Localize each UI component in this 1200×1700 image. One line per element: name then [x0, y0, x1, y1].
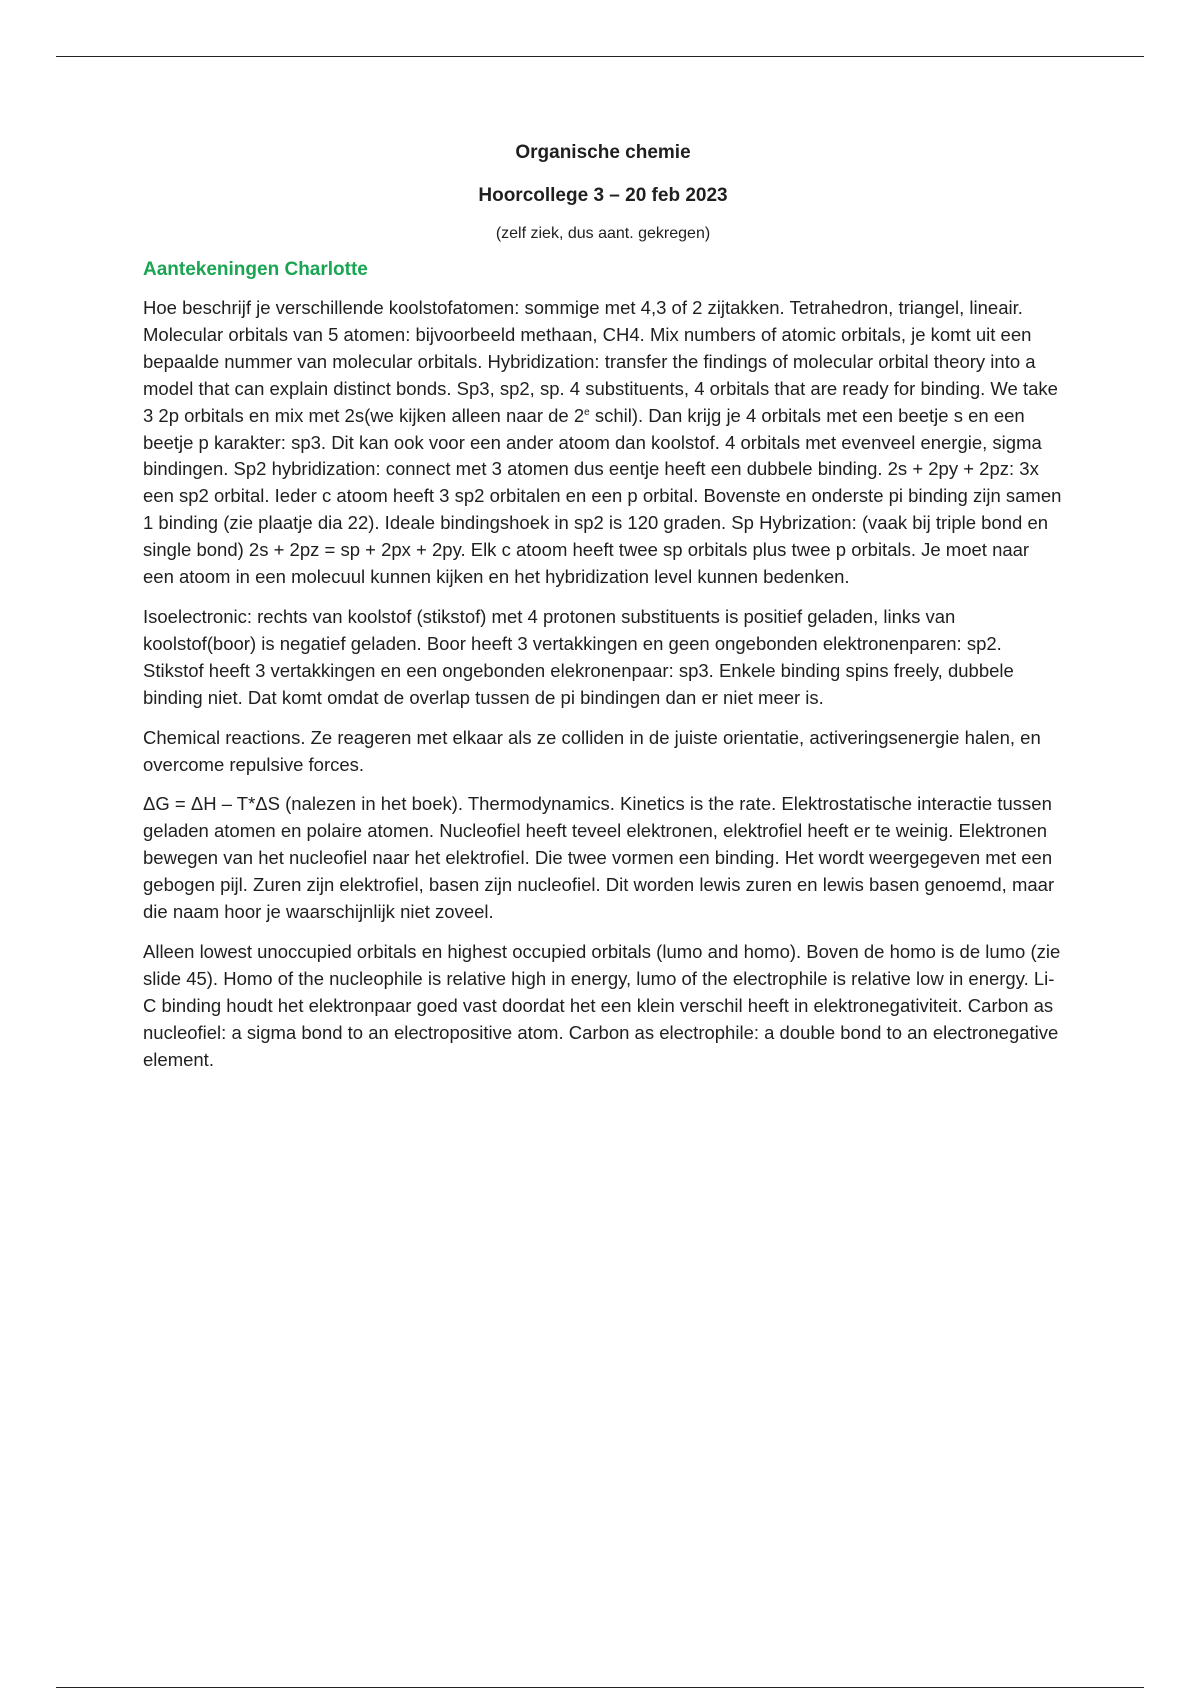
document-note: (zelf ziek, dus aant. gekregen) [495, 225, 711, 242]
superscript: e [584, 406, 590, 418]
paragraph-text: schil). Dan krijg je 4 orbitals met een beetje s en een beetje p karakter: sp3. Dit kan ook voor een ander atoom dan koolstof. 4 orbitals met evenveel energie, sigma bindingen. Sp2 hybridization: connect met 3 atomen dus eentje heeft een dubbele binding. 2s + 2py + 2pz: 3x een sp2 orbital. Ieder c atoom heeft 3 sp2 orbitalen en een p orbital. Bovenste en onderste pi binding zijn samen 1 binding (zie plaatje dia 22). Ideale bindingshoek in sp2 is 120 graden. Sp Hybrization: (vaak bij triple bond en single bond) 2s + 2pz = sp + 2px + 2py. Elk c atoom heeft twee sp orbitals plus twee p orbitals. Je moet naar een atoom in een molecuul kunnen kijken en het hybridization level kunnen bedenken. [143, 404, 1062, 588]
paragraph-homo-lumo: Alleen lowest unoccupied orbitals en highest occupied orbitals (lumo and homo). Boven de homo is de lumo (zie slide 45). Homo of the nucleophile is relative high in energy, lumo of the electrophile is relative low in energy. Li-C binding houdt het elektronpaar goed vast doordat het een klein verschil heeft in elektronegativiteit. Carbon as nucleofiel: a sigma bond to an electropositive atom. Carbon as electrophile: a double bond to an electronegative element. [143, 940, 1061, 1070]
paragraph-hybridization [143, 295, 1063, 591]
paragraph-text: Hoe beschrijf je verschillende koolstofatomen: sommige met 4,3 of 2 zijtakken. Tetrahedron, triangel, lineair. Molecular orbitals van 5 atomen: bijvoorbeeld methaan, CH4. Mix numbers of atomic orbitals, je komt uit een bepaalde nummer van molecular orbitals. Hybridization: transfer the findings of molecular orbital theory into a model that can explain distinct bonds. Sp3, sp2, sp. 4 substituents, 4 orbitals that are ready for binding. We take 3 2p orbitals en mix met 2s(we kijken alleen naar de 2 [143, 297, 1058, 426]
document-title: Organische chemie [515, 142, 691, 163]
paragraph-thermodynamics: ΔG = ΔH – T*ΔS (nalezen in het boek). Thermodynamics. Kinetics is the rate. Elektrostatische interactie tussen geladen atomen en polaire atomen. Nucleofiel heeft teveel elektronen, elektrofiel heeft er te weinig. Elektronen bewegen van het nucleofiel naar het elektrofiel. Die twee vormen een binding. Het wordt weergegeven met een gebogen pijl. Zuren zijn elektrofiel, basen zijn nucleofiel. Dit worden lewis zuren en lewis basen genoemd, maar die naam hoor je waarschijnlijk niet zoveel. [143, 793, 1055, 923]
paragraph-chemical-reactions: Chemical reactions. Ze reageren met elkaar als ze colliden in de juiste orientatie, activeringsenergie halen, en overcome repulsive forces. [143, 726, 1041, 775]
header-rule [56, 56, 1144, 57]
document-subtitle: Hoorcollege 3 – 20 feb 2023 [478, 185, 728, 206]
section-heading: Aantekeningen Charlotte [143, 259, 368, 280]
paragraph-isoelectronic: Isoelectronic: rechts van koolstof (stikstof) met 4 protonen substituents is positief geladen, links van koolstof(boor) is negatief geladen. Boor heeft 3 vertakkingen en geen ongebonden elektronenparen: sp2. Stikstof heeft 3 vertakkingen en een ongebonden elekronenpaar: sp3. Enkele binding spins freely, dubbele binding niet. Dat komt omdat de overlap tussen de pi bindingen dan er niet meer is. [143, 605, 1014, 708]
footer-rule [56, 1687, 1144, 1688]
document-body [143, 140, 1063, 1086]
